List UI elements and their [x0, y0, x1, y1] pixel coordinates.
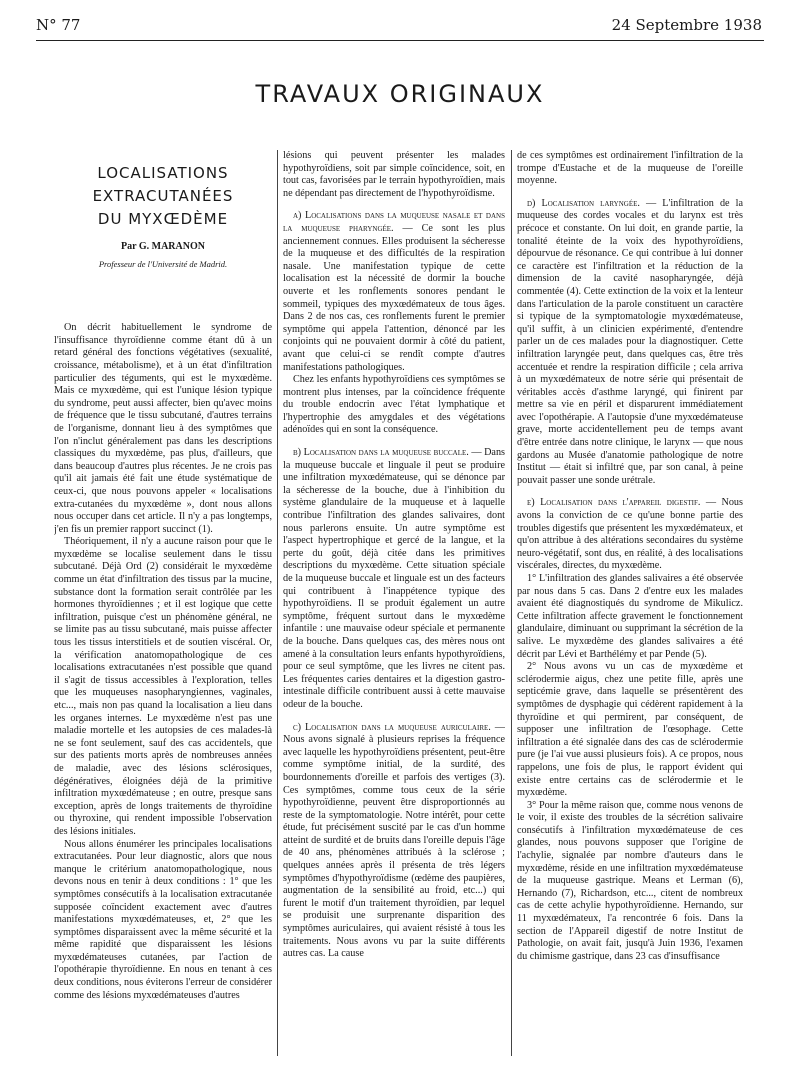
subsection-text: — L'infiltration de la muqueuse des cordes vocales et du larynx est très précoce et constante. On lui doit, en grande partie, la tonalité éteinte de la voix des hypothyroïdiens, dépourvue de résonance. Ce qui contribue à lui donner ce caractère est l'infiltration et la réduction de la dimension de la cavité nasopharyngée, déjà commentée (4). Cette extinction de la voix et la lenteur dans l'articulation de la parole constituent un caractère si typique de la symptomatologie myxœdémateuse, qu'il suffit, à un clinicien expérimenté, d'entendre parler un de ces malades pour la diagnostiquer. Cette infiltration laryngée peut, dans quelques cas, être très accentuée et rendre la respiration difficile ; cela arriva à un myxœdémateux de notre série qui présentait de véritables accès d'asthme laryngé, qui finirent par mettre sa vie en péril et disparurent immédiatement avec l'opothérapie. A l'autopsie d'une myxœdémateuse grave, morte accidentellement peu de temps avant d'être entrée dans notre clinique, le larynx — que nous gardons au Musée d'anatomie pathologique de notre Institut — était si infiltré que, par son canal, à peine pouvait passer une sonde urétrale. — [517, 197, 743, 486]
subsection-text: — Nous avons signalé à plusieurs reprises la fréquence avec laquelle les hypothyroïdiens présentent, peut-être comme symptôme initial, de la surdité, des bourdonnements d'oreille et parfois des vertiges (3). Ces symptômes, comme tous ceux de la série hypothyroïdienne, peuvent être disproportionnés au reste de la symptomatologie. Notre intérêt, pour cette étude, fut précisément suscité par le cas d'un homme atteint de surdité et de bruits dans l'oreille depuis l'âge de 40 ans, phénomènes attribués à la sclérose ; quelques années après il présenta de très légers symptômes d'hypothyroïdisme (œdème des paupières, augmentation de la sensibilité au froid, etc...) qui furent le motif d'un traitement thyroïdien, par lequel se produisit une surprenante disparition des symptômes auriculaires, qui avaient résisté à tous les traitements. Nous avons vu par la suite différents autres cas. La cause — [283, 721, 505, 960]
section-title: TRAVAUX ORIGINAUX — [255, 80, 545, 108]
column-divider — [277, 150, 278, 1056]
subsection-heading: d) Localisation laryngée. — [527, 197, 640, 209]
paragraph: 2° Nous avons vu un cas de myxœdème et sclérodermie aigus, chez une petite fille, après une septicémie grave, dans laquelle se présentèrent des symptômes de dysphagie qui cédèrent rapidement à la thyroïdine et qui permirent, par conséquent, de supposer une infiltration de l'œsophage. Cette infiltration a été signalée dans des cas de sclérodermie pure (je l'ai vue aussi plusieurs fois). A ce propos, nous rappelons, une fois de plus, le rapport évident qui existe entre certains cas de sclérodermie et le myxœdème. — [517, 661, 743, 799]
column-1 — [54, 150, 272, 1062]
column-divider — [511, 150, 512, 1056]
subsection-heading: b) Localisation dans la muqueuse buccale. — [293, 447, 469, 459]
paragraph: Théoriquement, il n'y a aucune raison pour que le myxœdème se localise seulement dans le tissu subcutané. Déjà Ord (2) considérait le myxœdème comme un état d'infiltration des tissus par la mucine, substance dont la formation serait contrôlée par les hormones thyroïdiennes ; et il est logique que cette infiltration, puisque c'est un phénomène général, ne se limite pas au tissu subcutané, mais puisse affecter tous les tissus interstitiels et de soutien viscéral. Or, la vérification anatomopathologique de ces localisations extracutanées n'est possible que quand il s'agit de tissus accessibles à l'exploration, telles que les muqueuses nasopharyngiennes, vaginales, etc..., mais non pas quand la localisation a lieu dans les organes internes. Le myxœdème n'est pas une maladie mortelle et les autopsies de ces malades-là ne se font seulement, sauf des cas accidentels, que sur des patients morts après de nombreuses années de maladie, avec des lésions sclérosiques, dégénératives, éloignées déjà de la primitive infiltration myxœdémateuse ; en outre, presque sans exception, après de longs traitements de thyroïdine ou thyroxine, qui rendent impossible l'observation des lésions initiales. — [54, 536, 272, 837]
subsection-text: — Nous avons la conviction de ce qu'une bonne partie des troubles digestifs que présentent les myxœdémateux, et qu'on attribue à des altérations secondaires du système neuro-végétatif, sont dus, en réalité, à des localisations viscérales, directes, du myxœdème. — [517, 497, 743, 572]
column-2 — [283, 150, 505, 1062]
header-rule — [36, 40, 764, 41]
paragraph: Chez les enfants hypothyroïdiens ces symptômes se montrent plus intenses, par la coïncidence fréquente du trouble endocrin avec l'état lymphatique et l'hypertrophie des amygdales et des végétations adénoïdes qui en sont la conséquence. — [283, 374, 505, 436]
article-title-line: EXTRACUTANÉES — [92, 187, 234, 205]
paragraph: 3° Pour la même raison que, comme nous venons de le voir, il existe des troubles de la sécrétion salivaire consécutifs à l'infiltration myxœdémateuse de ces glandes, nous pouvons supposer que l'origine de l'achylie, signalée par nombre d'auteurs dans le myxœdème, réside en une infiltration myxœdémateuse de la muqueuse gastrique. Means et Lerman (6), Hernando (7), Richardson, etc..., citent de nombreux cas de cette achylie hypothyroïdienne. Hernando, sur 11 myxœdémateux, l'a rencontrée 6 fois. Dans la section de l'Appareil digestif de notre Institut de Pathologie, on avait fait, jusqu'à Juin 1936, l'examen du chimisme gastrique, dans 23 cas d'insuffisance — [517, 799, 743, 962]
issue-number: N° 77 — [36, 16, 81, 34]
paragraph: On décrit habituellement le syndrome de l'insuffisance thyroïdienne comme étant dû à un retard général des fonctions végétatives (sexualité, croissance, métabolisme), et à un état d'infiltration particulier des téguments, qui est le myxœdème. Mais ce myxœdème, qui est l'unique lésion typique du syndrome, peut aussi affecter, bien qu'avec moins de fréquence que le tissu subcutané, d'autres terrains de l'organisme, donnant lieu à des symptômes que l'on n'inclut généralement pas dans les descriptions classiques du myxœdème, pas plus, d'ailleurs, que dans beaucoup d'autres plus récentes. Je ne crois pas qu'il ait jamais été fait une étude systématique de ceux-ci, que nous pouvons appeler « localisations extra-cutanées du myxœdème », dont nous allons nous occuper dans cet article. Il n'y a pas longtemps, j'en fis un premier rapport succinct (1). — [54, 322, 272, 535]
subsection-c — [283, 722, 505, 961]
article-title-line: LOCALISATIONS — [97, 164, 229, 182]
subsection-a — [283, 210, 505, 374]
article-title — [54, 162, 272, 231]
paragraph: Nous allons énumérer les principales localisations extracutanées. Pour leur diagnostic, alors que nous manque le critérium anatomopathologique, nous devons nous en tenir à deux conditions : 1° que les symptômes consécutifs à la localisation extracutanée supposée coïncident exactement avec d'autres manifestations myxœdémateuses, et, 2° que les symptômes disparaissent avec la même sécurité et la même rapidité que disparaissent les lésions myxœdémateuses cutanées, par l'action de l'opothérapie thyroïdienne. En nous en tenant à ces deux conditions, nous éviterons l'erreur de considérer comme des lésions myxœdémateuses d'autres — [54, 838, 272, 1001]
issue-date: 24 Septembre 1938 — [611, 16, 762, 34]
paragraph: lésions qui peuvent présenter les malades hypothyroïdiens, soit par simple coïncidence, soit, en tout cas, favorisées par le terrain hypothyroïdien, mais ne dépendant pas directement de l'hypothyroïdisme. — [283, 150, 505, 199]
article-author: Par G. MARANON — [121, 241, 205, 252]
paragraph: de ces symptômes est ordinairement l'infiltration de la trompe d'Eustache et de la muqueuse de l'oreille moyenne. — [517, 150, 743, 187]
article-title-line: DU MYXŒDÈME — [97, 210, 229, 228]
subsection-e — [517, 497, 743, 573]
subsection-text: — Dans la muqueuse buccale et linguale il peut se produire une infiltration myxœdémateuse, qui se dénonce par la sécheresse de la bouche, due à l'inhibition du système glandulaire de la muqueuse et à laquelle contribue l'infiltration des glandes salivaires, dont nous parlerons ensuite. Un autre symptôme est l'aspect hypertrophique et gercé de la langue, et la perte du goût, déjà citée dans les primitives descriptions du myxœdème. Cette situation spéciale de la muqueuse buccale et linguale est un des facteurs qui contribuent à l'inappétence typique des hypothyroïdiens. Il se produit également un autre symptôme, fréquent surtout dans le myxœdème infantile : une mauvaise odeur spéciale et permanente de la bouche. Dans quelques cas, des mères nous ont amené à la consultation leurs enfants hypothyroïdiens, pour ce seul symptôme, que les livres ne citent pas. Les fréquentes caries dentaires et la digestion gastro-intestinale difficile contribuent aussi à cette mauvaise odeur de la bouche. — [283, 447, 505, 710]
column-3 — [517, 150, 743, 1062]
subsection-heading: e) Localisation dans l'appareil digestif. — [527, 497, 701, 509]
subsection-text: — Ce sont les plus anciennement connues. Elles produisent la sécheresse de la muqueuse et des difficultés de la respiration nasale. Une manifestation typique de cette localisation est la nécessité de dormir la bouche ouverte et les ronflements sonores pendant le sommeil, typiques des myxœdémateux de tous âges. Dans 2 de nos cas, ces ronflements furent le premier symptôme qui appela l'attention, dénoncé par les conjoints qui ne pouvaient dormir à côté du patient, avant que celui-ci se rendît compte d'autres manifestations pathologiques. — [283, 222, 505, 373]
subsection-heading: a) Localisations dans la muqueuse nasale et dans la muqueuse pharyngée. — [283, 210, 505, 234]
subsection-heading: c) Localisation dans la muqueuse auriculaire. — [293, 721, 491, 733]
subsection-d — [517, 198, 743, 488]
subsection-b — [283, 447, 505, 711]
article-affiliation: Professeur de l'Université de Madrid. — [98, 258, 228, 269]
paragraph: 1° L'infiltration des glandes salivaires a été observée par nous dans 5 cas. Dans 2 d'entre eux les malades avaient été diagnostiqués du syndrome de Mikulicz. Cette infiltration affecte gravement le fonctionnement glandulaire, diminuant ou supprimant la sécrétion de la salive. Le myxœdème des glandes salivaires a été décrit par Lévi et Barthélémy et par Pende (5). — [517, 573, 743, 660]
